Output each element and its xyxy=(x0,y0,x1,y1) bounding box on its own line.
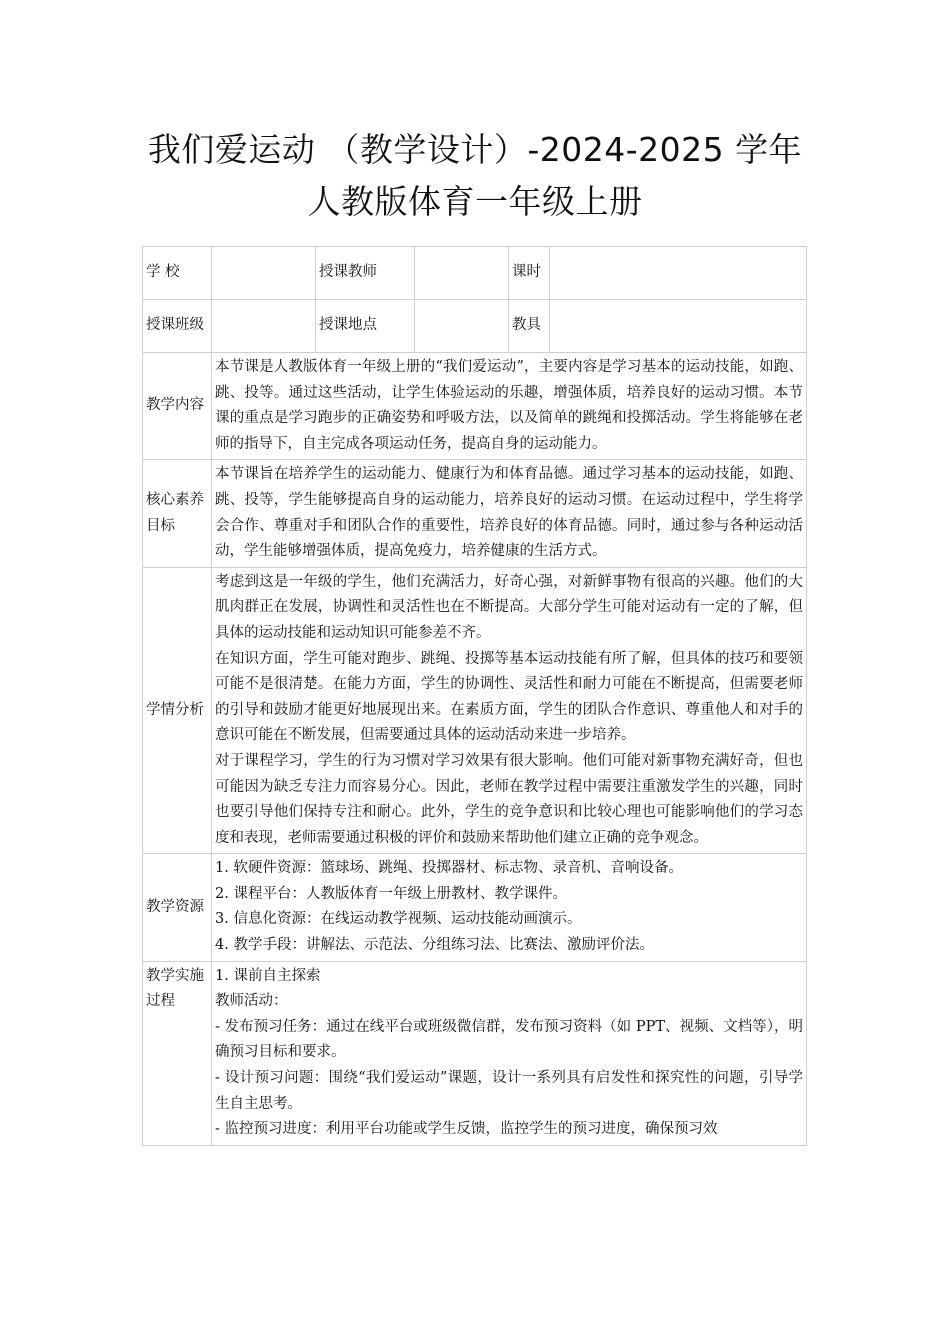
aids-label: 教具 xyxy=(509,300,550,353)
row-teaching-content xyxy=(143,353,807,460)
process-line: 教师活动： xyxy=(215,993,288,1010)
teaching-resources-list xyxy=(212,854,807,961)
period-label: 课时 xyxy=(509,247,550,300)
row-teaching-resources xyxy=(143,854,807,961)
analysis-paragraph: 考虑到这是一年级的学生，他们充满活力，好奇心强，对新鲜事物有很高的兴趣。他们的大肌肉群正在发展，协调性和灵活性也在不断提高。大部分学生可能对运动有一定的了解，但具体的运动技能和运动知识可能参差不齐。 xyxy=(215,573,803,641)
core-literacy-text: 本节课旨在培养学生的运动能力、健康行为和体育品德。通过学习基本的运动技能，如跑、跳、投等，学生能够提高自身的运动能力，培养良好的运动习惯。在运动过程中，学生将学会合作、尊重对手和团队合作的重要性，培养良好的体育品德。同时，通过参与各种运动活动，学生能够增强体质，提高免疫力，培养健康的生活方式。 xyxy=(212,460,807,567)
process-line: 1. 课前自主探索 xyxy=(215,967,321,984)
learning-analysis-label: 学情分析 xyxy=(143,567,212,854)
row-learning-analysis xyxy=(143,567,807,854)
process-line: - 监控预习进度：利用平台功能或学生反馈，监控学生的预习进度，确保预习效 xyxy=(215,1121,718,1138)
period-value xyxy=(550,247,807,300)
teaching-process-label: 教学实施过程 xyxy=(143,961,212,1145)
process-line: - 设计预习问题：围绕“我们爱运动”课题，设计一系列具有启发性和探究性的问题，引导学生自主思考。 xyxy=(215,1070,803,1112)
school-value xyxy=(212,247,316,300)
teaching-process-text xyxy=(212,961,807,1145)
header-row-school xyxy=(143,247,807,300)
title-line-1: 我们爱运动 （教学设计）-2024-2025 学年 xyxy=(147,130,803,169)
resource-item: 4. 教学手段：讲解法、示范法、分组练习法、比赛法、激励评价法。 xyxy=(215,937,654,954)
process-line: - 发布预习任务：通过在线平台或班级微信群，发布预习资料（如 PPT、视频、文档等），明确预习目标和要求。 xyxy=(215,1018,803,1061)
document-title xyxy=(0,124,950,228)
teacher-label: 授课教师 xyxy=(316,247,415,300)
teaching-content-text: 本节课是人教版体育一年级上册的“我们爱运动”，主要内容是学习基本的运动技能，如跑、跳、投等。通过这些活动，让学生体验运动的乐趣，增强体质，培养良好的运动习惯。本节课的重点是学习跑步的正确姿势和呼吸方法，以及简单的跳绳和投掷活动。学生将能够在老师的指导下，自主完成各项运动任务，提高自身的运动能力。 xyxy=(212,353,807,460)
class-label: 授课班级 xyxy=(143,300,212,353)
lesson-plan-table xyxy=(142,246,807,1146)
location-value xyxy=(415,300,509,353)
location-label: 授课地点 xyxy=(316,300,415,353)
class-value xyxy=(212,300,316,353)
resource-item: 3. 信息化资源：在线运动教学视频、运动技能动画演示。 xyxy=(215,911,582,928)
title-line-2: 人教版体育一年级上册 xyxy=(307,182,643,221)
resource-item: 1. 软硬件资源：篮球场、跳绳、投掷器材、标志物、录音机、音响设备。 xyxy=(215,860,683,877)
core-literacy-label: 核心素养目标 xyxy=(143,460,212,567)
school-label: 学 校 xyxy=(143,247,212,300)
teaching-content-label: 教学内容 xyxy=(143,353,212,460)
row-teaching-process xyxy=(143,961,807,1145)
analysis-paragraph: 在知识方面，学生可能对跑步、跳绳、投掷等基本运动技能有所了解，但具体的技巧和要领可能不是很清楚。在能力方面，学生的协调性、灵活性和耐力可能在不断提高，但需要老师的引导和鼓励才能更好地展现出来。在素质方面，学生的团队合作意识、尊重他人和对手的意识可能在不断发展，但需要通过具体的运动活动来进一步培养。 xyxy=(215,650,803,744)
header-row-class xyxy=(143,300,807,353)
teacher-value xyxy=(415,247,509,300)
resource-item: 2. 课程平台：人教版体育一年级上册教材、教学课件。 xyxy=(215,885,567,902)
analysis-paragraph: 对于课程学习，学生的行为习惯对学习效果有很大影响。他们可能对新事物充满好奇，但也可能因为缺乏专注力而容易分心。因此，老师在教学过程中需要注重激发学生的兴趣，同时也要引导他们保持专注和耐心。此外，学生的竞争意识和比较心理也可能影响他们的学习态度和表现，老师需要通过积极的评价和鼓励来帮助他们建立正确的竞争观念。 xyxy=(215,752,803,846)
aids-value xyxy=(550,300,807,353)
row-core-literacy xyxy=(143,460,807,567)
teaching-resources-label: 教学资源 xyxy=(143,854,212,961)
learning-analysis-text xyxy=(212,567,807,854)
